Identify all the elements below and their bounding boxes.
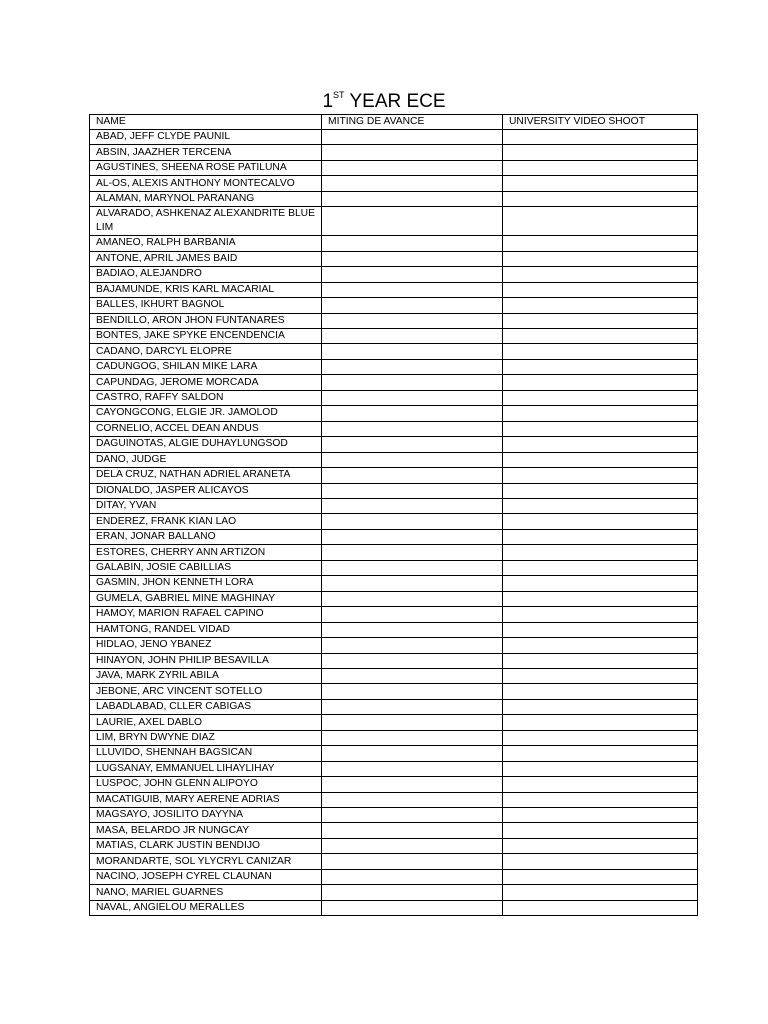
table-row bbox=[90, 761, 698, 776]
miting-de-avance-cell bbox=[322, 483, 503, 498]
miting-de-avance-cell bbox=[322, 529, 503, 544]
table-row bbox=[90, 191, 698, 206]
university-video-shoot-cell bbox=[503, 885, 698, 900]
miting-de-avance-cell bbox=[322, 699, 503, 714]
university-video-shoot-cell bbox=[503, 130, 698, 145]
student-name-cell: GALABIN, JOSIE CABILLIAS bbox=[90, 560, 322, 575]
student-name-cell: LIM, BRYN DWYNE DIAZ bbox=[90, 730, 322, 745]
university-video-shoot-cell bbox=[503, 761, 698, 776]
student-name-cell: BALLES, IKHURT BAGNOL bbox=[90, 298, 322, 313]
university-video-shoot-cell bbox=[503, 452, 698, 467]
student-name-cell: NANO, MARIEL GUARNES bbox=[90, 885, 322, 900]
university-video-shoot-cell bbox=[503, 730, 698, 745]
student-name-cell: AL-OS, ALEXIS ANTHONY MONTECALVO bbox=[90, 176, 322, 191]
student-name-cell: MAGSAYO, JOSILITO DAYYNA bbox=[90, 808, 322, 823]
university-video-shoot-cell bbox=[503, 684, 698, 699]
university-video-shoot-cell bbox=[503, 560, 698, 575]
university-video-shoot-cell bbox=[503, 468, 698, 483]
miting-de-avance-cell bbox=[322, 191, 503, 206]
student-name-cell: MACATIGUIB, MARY AERENE ADRIAS bbox=[90, 792, 322, 807]
university-video-shoot-cell bbox=[503, 267, 698, 282]
university-video-shoot-cell bbox=[503, 746, 698, 761]
table-row bbox=[90, 529, 698, 544]
table-row bbox=[90, 359, 698, 374]
student-name-cell: CASTRO, RAFFY SALDON bbox=[90, 390, 322, 405]
university-video-shoot-cell bbox=[503, 545, 698, 560]
student-name-cell: MORANDARTE, SOL YLYCRYL CANIZAR bbox=[90, 854, 322, 869]
miting-de-avance-cell bbox=[322, 885, 503, 900]
miting-de-avance-cell bbox=[322, 668, 503, 683]
university-video-shoot-cell bbox=[503, 251, 698, 266]
student-name-cell: ANTONE, APRIL JAMES BAID bbox=[90, 251, 322, 266]
table-row bbox=[90, 869, 698, 884]
table-row bbox=[90, 251, 698, 266]
university-video-shoot-cell bbox=[503, 375, 698, 390]
table-row bbox=[90, 313, 698, 328]
miting-de-avance-cell bbox=[322, 207, 503, 236]
miting-de-avance-cell bbox=[322, 251, 503, 266]
miting-de-avance-cell bbox=[322, 130, 503, 145]
student-name-cell: AMANEO, RALPH BARBANIA bbox=[90, 236, 322, 251]
student-name-cell: LAURIE, AXEL DABLO bbox=[90, 715, 322, 730]
table-row bbox=[90, 207, 698, 236]
attendance-table bbox=[89, 114, 698, 916]
table-row bbox=[90, 452, 698, 467]
miting-de-avance-cell bbox=[322, 468, 503, 483]
university-video-shoot-cell bbox=[503, 777, 698, 792]
miting-de-avance-cell bbox=[322, 746, 503, 761]
university-video-shoot-cell bbox=[503, 699, 698, 714]
university-video-shoot-cell bbox=[503, 207, 698, 236]
table-row bbox=[90, 145, 698, 160]
student-name-cell: HAMTONG, RANDEL VIDAD bbox=[90, 622, 322, 637]
student-name-cell: AGUSTINES, SHEENA ROSE PATILUNA bbox=[90, 160, 322, 175]
table-row bbox=[90, 160, 698, 175]
university-video-shoot-cell bbox=[503, 529, 698, 544]
miting-de-avance-cell bbox=[322, 313, 503, 328]
student-name-cell: NACINO, JOSEPH CYREL CLAUNAN bbox=[90, 869, 322, 884]
miting-de-avance-cell bbox=[322, 344, 503, 359]
miting-de-avance-cell bbox=[322, 591, 503, 606]
table-row bbox=[90, 854, 698, 869]
title-number: 1 bbox=[322, 91, 334, 112]
table-row bbox=[90, 684, 698, 699]
student-name-cell: BONTES, JAKE SPYKE ENCENDENCIA bbox=[90, 328, 322, 343]
miting-de-avance-cell bbox=[322, 622, 503, 637]
miting-de-avance-cell bbox=[322, 900, 503, 915]
university-video-shoot-cell bbox=[503, 576, 698, 591]
student-name-cell: BADIAO, ALEJANDRO bbox=[90, 267, 322, 282]
university-video-shoot-cell bbox=[503, 514, 698, 529]
university-video-shoot-cell bbox=[503, 359, 698, 374]
student-name-cell: CORNELIO, ACCEL DEAN ANDUS bbox=[90, 421, 322, 436]
miting-de-avance-cell bbox=[322, 854, 503, 869]
table-row bbox=[90, 468, 698, 483]
miting-de-avance-cell bbox=[322, 145, 503, 160]
student-name-cell: JEBONE, ARC VINCENT SOTELLO bbox=[90, 684, 322, 699]
miting-de-avance-cell bbox=[322, 869, 503, 884]
table-row bbox=[90, 176, 698, 191]
title-superscript: ST bbox=[333, 90, 345, 100]
university-video-shoot-cell bbox=[503, 808, 698, 823]
student-name-cell: GUMELA, GABRIEL MINE MAGHINAY bbox=[90, 591, 322, 606]
miting-de-avance-cell bbox=[322, 638, 503, 653]
table-row bbox=[90, 638, 698, 653]
university-video-shoot-cell bbox=[503, 160, 698, 175]
column-header-university-video-shoot: UNIVERSITY VIDEO SHOOT bbox=[503, 115, 698, 130]
student-name-cell: ESTORES, CHERRY ANN ARTIZON bbox=[90, 545, 322, 560]
student-name-cell: DANO, JUDGE bbox=[90, 452, 322, 467]
university-video-shoot-cell bbox=[503, 854, 698, 869]
university-video-shoot-cell bbox=[503, 498, 698, 513]
miting-de-avance-cell bbox=[322, 684, 503, 699]
student-name-cell: ABSIN, JAAZHER TERCENA bbox=[90, 145, 322, 160]
university-video-shoot-cell bbox=[503, 145, 698, 160]
university-video-shoot-cell bbox=[503, 715, 698, 730]
table-row bbox=[90, 267, 698, 282]
miting-de-avance-cell bbox=[322, 267, 503, 282]
table-row bbox=[90, 885, 698, 900]
university-video-shoot-cell bbox=[503, 437, 698, 452]
table-row bbox=[90, 498, 698, 513]
student-name-cell: BENDILLO, ARON JHON FUNTANARES bbox=[90, 313, 322, 328]
table-row bbox=[90, 838, 698, 853]
university-video-shoot-cell bbox=[503, 838, 698, 853]
table-row bbox=[90, 622, 698, 637]
university-video-shoot-cell bbox=[503, 607, 698, 622]
university-video-shoot-cell bbox=[503, 591, 698, 606]
table-row bbox=[90, 808, 698, 823]
title-text: YEAR ECE bbox=[344, 91, 446, 112]
miting-de-avance-cell bbox=[322, 792, 503, 807]
university-video-shoot-cell bbox=[503, 792, 698, 807]
university-video-shoot-cell bbox=[503, 328, 698, 343]
miting-de-avance-cell bbox=[322, 560, 503, 575]
student-name-cell: HIDLAO, JENO YBANEZ bbox=[90, 638, 322, 653]
miting-de-avance-cell bbox=[322, 777, 503, 792]
miting-de-avance-cell bbox=[322, 406, 503, 421]
miting-de-avance-cell bbox=[322, 437, 503, 452]
table-row bbox=[90, 668, 698, 683]
miting-de-avance-cell bbox=[322, 176, 503, 191]
university-video-shoot-cell bbox=[503, 298, 698, 313]
student-name-cell: MASA, BELARDO JR NUNGCAY bbox=[90, 823, 322, 838]
student-name-cell: DITAY, YVAN bbox=[90, 498, 322, 513]
university-video-shoot-cell bbox=[503, 191, 698, 206]
student-name-cell: CADUNGOG, SHILAN MIKE LARA bbox=[90, 359, 322, 374]
student-name-cell: ALAMAN, MARYNOL PARANANG bbox=[90, 191, 322, 206]
table-row bbox=[90, 607, 698, 622]
student-name-cell: LUSPOC, JOHN GLENN ALIPOYO bbox=[90, 777, 322, 792]
student-name-cell: ENDEREZ, FRANK KIAN LAO bbox=[90, 514, 322, 529]
university-video-shoot-cell bbox=[503, 483, 698, 498]
miting-de-avance-cell bbox=[322, 390, 503, 405]
miting-de-avance-cell bbox=[322, 359, 503, 374]
table-header-row bbox=[90, 115, 698, 130]
student-name-cell: LLUVIDO, SHENNAH BAGSICAN bbox=[90, 746, 322, 761]
miting-de-avance-cell bbox=[322, 328, 503, 343]
table-row bbox=[90, 715, 698, 730]
column-header-miting-de-avance: MITING DE AVANCE bbox=[322, 115, 503, 130]
miting-de-avance-cell bbox=[322, 653, 503, 668]
university-video-shoot-cell bbox=[503, 236, 698, 251]
miting-de-avance-cell bbox=[322, 421, 503, 436]
table-row bbox=[90, 130, 698, 145]
university-video-shoot-cell bbox=[503, 653, 698, 668]
table-row bbox=[90, 375, 698, 390]
table-row bbox=[90, 483, 698, 498]
table-row bbox=[90, 730, 698, 745]
university-video-shoot-cell bbox=[503, 823, 698, 838]
student-name-cell: JAVA, MARK ZYRIL ABILA bbox=[90, 668, 322, 683]
table-row bbox=[90, 514, 698, 529]
table-row bbox=[90, 576, 698, 591]
student-name-cell: NAVAL, ANGIELOU MERALLES bbox=[90, 900, 322, 915]
student-name-cell: HINAYON, JOHN PHILIP BESAVILLA bbox=[90, 653, 322, 668]
miting-de-avance-cell bbox=[322, 576, 503, 591]
university-video-shoot-cell bbox=[503, 638, 698, 653]
student-name-cell: BAJAMUNDE, KRIS KARL MACARIAL bbox=[90, 282, 322, 297]
student-name-cell: CADANO, DARCYL ELOPRE bbox=[90, 344, 322, 359]
miting-de-avance-cell bbox=[322, 452, 503, 467]
table-row bbox=[90, 390, 698, 405]
student-name-cell: DIONALDO, JASPER ALICAYOS bbox=[90, 483, 322, 498]
university-video-shoot-cell bbox=[503, 282, 698, 297]
student-name-cell: LUGSANAY, EMMANUEL LIHAYLIHAY bbox=[90, 761, 322, 776]
university-video-shoot-cell bbox=[503, 421, 698, 436]
miting-de-avance-cell bbox=[322, 823, 503, 838]
student-name-cell: MATIAS, CLARK JUSTIN BENDIJO bbox=[90, 838, 322, 853]
table-row bbox=[90, 560, 698, 575]
table-row bbox=[90, 900, 698, 915]
table-row bbox=[90, 545, 698, 560]
miting-de-avance-cell bbox=[322, 545, 503, 560]
university-video-shoot-cell bbox=[503, 176, 698, 191]
student-name-cell: DAGUINOTAS, ALGIE DUHAYLUNGSOD bbox=[90, 437, 322, 452]
university-video-shoot-cell bbox=[503, 900, 698, 915]
table-row bbox=[90, 823, 698, 838]
student-name-cell: ERAN, JONAR BALLANO bbox=[90, 529, 322, 544]
student-name-cell: CAYONGCONG, ELGIE JR. JAMOLOD bbox=[90, 406, 322, 421]
miting-de-avance-cell bbox=[322, 514, 503, 529]
student-name-cell: HAMOY, MARION RAFAEL CAPINO bbox=[90, 607, 322, 622]
student-name-cell: CAPUNDAG, JEROME MORCADA bbox=[90, 375, 322, 390]
miting-de-avance-cell bbox=[322, 808, 503, 823]
table-row bbox=[90, 777, 698, 792]
university-video-shoot-cell bbox=[503, 390, 698, 405]
student-name-cell: ABAD, JEFF CLYDE PAUNIL bbox=[90, 130, 322, 145]
university-video-shoot-cell bbox=[503, 406, 698, 421]
table-row bbox=[90, 344, 698, 359]
student-name-cell: LABADLABAD, CLLER CABIGAS bbox=[90, 699, 322, 714]
miting-de-avance-cell bbox=[322, 607, 503, 622]
table-row bbox=[90, 591, 698, 606]
university-video-shoot-cell bbox=[503, 622, 698, 637]
miting-de-avance-cell bbox=[322, 838, 503, 853]
table-row bbox=[90, 653, 698, 668]
miting-de-avance-cell bbox=[322, 160, 503, 175]
miting-de-avance-cell bbox=[322, 715, 503, 730]
miting-de-avance-cell bbox=[322, 282, 503, 297]
university-video-shoot-cell bbox=[503, 344, 698, 359]
table-row bbox=[90, 236, 698, 251]
miting-de-avance-cell bbox=[322, 236, 503, 251]
student-name-cell: DELA CRUZ, NATHAN ADRIEL ARANETA bbox=[90, 468, 322, 483]
table-row bbox=[90, 746, 698, 761]
table-row bbox=[90, 328, 698, 343]
miting-de-avance-cell bbox=[322, 298, 503, 313]
page-title bbox=[0, 90, 768, 114]
table-row bbox=[90, 298, 698, 313]
miting-de-avance-cell bbox=[322, 498, 503, 513]
university-video-shoot-cell bbox=[503, 668, 698, 683]
column-header-name: NAME bbox=[90, 115, 322, 130]
table-row bbox=[90, 792, 698, 807]
table-row bbox=[90, 282, 698, 297]
table-row bbox=[90, 406, 698, 421]
university-video-shoot-cell bbox=[503, 313, 698, 328]
table-row bbox=[90, 421, 698, 436]
student-name-cell: ALVARADO, ASHKENAZ ALEXANDRITE BLUE LIM bbox=[90, 207, 322, 236]
student-name-cell: GASMIN, JHON KENNETH LORA bbox=[90, 576, 322, 591]
table-row bbox=[90, 437, 698, 452]
university-video-shoot-cell bbox=[503, 869, 698, 884]
table-row bbox=[90, 699, 698, 714]
miting-de-avance-cell bbox=[322, 761, 503, 776]
miting-de-avance-cell bbox=[322, 730, 503, 745]
miting-de-avance-cell bbox=[322, 375, 503, 390]
